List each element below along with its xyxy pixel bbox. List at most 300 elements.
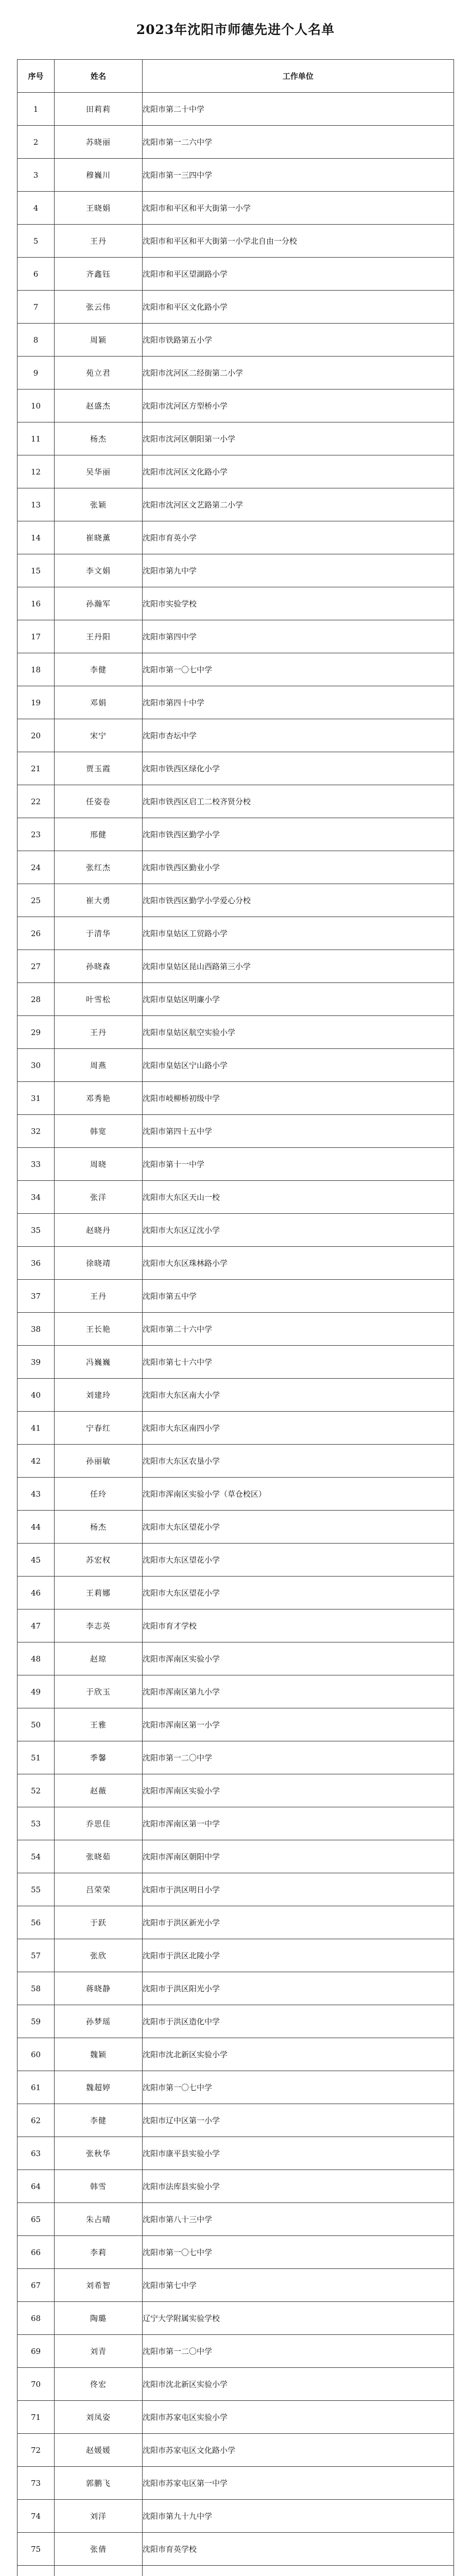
table-row <box>18 1972 454 2005</box>
work-unit: 沈阳市于洪区明日小学 <box>143 1873 454 1906</box>
row-number: 63 <box>18 2137 55 2170</box>
work-unit: 沈阳市皇姑区工贸路小学 <box>143 917 454 950</box>
person-name: 韩雪 <box>55 2170 143 2203</box>
person-name: 孙晓森 <box>55 950 143 983</box>
row-number: 35 <box>18 1214 55 1247</box>
row-number: 10 <box>18 389 55 422</box>
work-unit: 沈阳市和平区文化路小学 <box>143 291 454 324</box>
person-name: 吴华丽 <box>55 455 143 488</box>
person-name: 王莉娜 <box>55 1577 143 1609</box>
person-name: 徐晓靖 <box>55 1247 143 1280</box>
person-name: 张秋华 <box>55 2137 143 2170</box>
table-row <box>18 1478 454 1511</box>
work-unit: 沈阳市苏家屯区实验小学 <box>143 2401 454 2434</box>
table-row <box>18 455 454 488</box>
person-name: 朱占晴 <box>55 2203 143 2236</box>
person-name: 赵琼 <box>55 1642 143 1675</box>
row-number: 14 <box>18 521 55 554</box>
work-unit: 沈阳市第一二〇中学 <box>143 1741 454 1774</box>
person-name: 陶璐 <box>55 2302 143 2335</box>
work-unit: 沈阳市大东区望花小学 <box>143 1544 454 1577</box>
row-number: 74 <box>18 2500 55 2533</box>
row-number: 31 <box>18 1082 55 1115</box>
row-number: 33 <box>18 1148 55 1181</box>
row-number: 20 <box>18 719 55 752</box>
roster-table <box>17 59 454 2576</box>
table-row <box>18 1939 454 1972</box>
table-row <box>18 851 454 884</box>
person-name: 张颖 <box>55 488 143 521</box>
person-name: 任姿卷 <box>55 785 143 818</box>
row-number: 57 <box>18 1939 55 1972</box>
row-number: 48 <box>18 1642 55 1675</box>
person-name: 田莉莉 <box>55 93 143 126</box>
row-number: 42 <box>18 1445 55 1478</box>
row-number: 50 <box>18 1708 55 1741</box>
work-unit: 沈阳市和平区和平大街第一小学 <box>143 192 454 225</box>
table-row <box>18 1873 454 1906</box>
row-number: 71 <box>18 2401 55 2434</box>
row-number: 45 <box>18 1544 55 1577</box>
work-unit: 沈阳市于洪区造化中学 <box>143 2005 454 2038</box>
work-unit: 沈阳市铁西区绿化小学 <box>143 752 454 785</box>
work-unit: 沈阳市浑南区第一小学 <box>143 1708 454 1741</box>
table-row <box>18 1577 454 1609</box>
table-row <box>18 785 454 818</box>
table-row <box>18 983 454 1016</box>
table-row <box>18 1214 454 1247</box>
person-name: 李文娟 <box>55 554 143 587</box>
person-name: 周燕 <box>55 1049 143 1082</box>
row-number: 73 <box>18 2467 55 2500</box>
table-row <box>18 2005 454 2038</box>
person-name: 宁春红 <box>55 1412 143 1445</box>
row-number: 70 <box>18 2368 55 2401</box>
person-name: 王晓娟 <box>55 192 143 225</box>
work-unit: 沈阳市皇姑区航空实验小学 <box>143 1016 454 1049</box>
column-header-unit: 工作单位 <box>143 60 454 93</box>
table-row <box>18 1280 454 1313</box>
person-name: 周颖 <box>55 324 143 357</box>
work-unit: 沈阳市第二十六中学 <box>143 1313 454 1346</box>
table-row <box>18 2302 454 2335</box>
row-number: 9 <box>18 357 55 389</box>
person-name: 穆巍川 <box>55 159 143 192</box>
table-row <box>18 1346 454 1379</box>
row-number: 6 <box>18 258 55 291</box>
work-unit: 沈阳市第四十中学 <box>143 686 454 719</box>
work-unit: 沈阳市浑南区实验小学 <box>143 1774 454 1807</box>
work-unit: 沈阳市沈河区朝阳第一小学 <box>143 422 454 455</box>
work-unit: 沈阳市大东区望花小学 <box>143 1511 454 1544</box>
work-unit: 沈阳市第一〇七中学 <box>143 2071 454 2104</box>
person-name: 邢健 <box>55 818 143 851</box>
person-name: 王长艳 <box>55 1313 143 1346</box>
table-row <box>18 1774 454 1807</box>
table-row <box>18 422 454 455</box>
row-number: 17 <box>18 620 55 653</box>
person-name: 刘洋 <box>55 2500 143 2533</box>
person-name: 贾玉霞 <box>55 752 143 785</box>
table-row <box>18 1247 454 1280</box>
person-name: 郭鹏飞 <box>55 2467 143 2500</box>
person-name: 王丹 <box>55 225 143 258</box>
work-unit: 沈阳市杏坛中学 <box>143 719 454 752</box>
work-unit: 沈阳市第五中学 <box>143 1280 454 1313</box>
work-unit: 沈阳市和平区和平大街第一小学北自由一分校 <box>143 225 454 258</box>
table-row <box>18 554 454 587</box>
row-number: 34 <box>18 1181 55 1214</box>
row-number: 58 <box>18 1972 55 2005</box>
row-number: 53 <box>18 1807 55 1840</box>
work-unit: 沈阳市第九十九中学 <box>143 2500 454 2533</box>
table-row <box>18 1082 454 1115</box>
work-unit: 沈阳市实验学校 <box>143 587 454 620</box>
row-number: 55 <box>18 1873 55 1906</box>
work-unit: 沈阳市皇姑区宁山路小学 <box>143 1049 454 1082</box>
table-row <box>18 1511 454 1544</box>
person-name: 苏晓丽 <box>55 126 143 159</box>
person-name: 崔大勇 <box>55 884 143 917</box>
table-row <box>18 686 454 719</box>
work-unit: 沈阳市浑南区第一中学 <box>143 1807 454 1840</box>
row-number: 56 <box>18 1906 55 1939</box>
person-name: 杨杰 <box>55 1511 143 1544</box>
work-unit: 沈阳市第一二〇中学 <box>143 2335 454 2368</box>
person-name: 任玲 <box>55 1478 143 1511</box>
work-unit <box>143 2566 454 2576</box>
work-unit: 沈阳市育英小学 <box>143 521 454 554</box>
row-number: 15 <box>18 554 55 587</box>
work-unit: 沈阳市于洪区阳光小学 <box>143 1972 454 2005</box>
row-number: 2 <box>18 126 55 159</box>
table-row <box>18 2368 454 2401</box>
work-unit: 沈阳市大东区南大小学 <box>143 1379 454 1412</box>
table-row <box>18 884 454 917</box>
work-unit: 沈阳市第八十三中学 <box>143 2203 454 2236</box>
row-number: 19 <box>18 686 55 719</box>
table-body <box>18 93 454 2576</box>
table-row <box>18 1741 454 1774</box>
work-unit: 沈阳市铁路第五小学 <box>143 324 454 357</box>
table-row <box>18 2434 454 2467</box>
row-number: 65 <box>18 2203 55 2236</box>
row-number: 46 <box>18 1577 55 1609</box>
person-name: 于跃 <box>55 1906 143 1939</box>
row-number: 21 <box>18 752 55 785</box>
table-row <box>18 2467 454 2500</box>
table-row <box>18 126 454 159</box>
person-name: 张欣 <box>55 1939 143 1972</box>
row-number: 8 <box>18 324 55 357</box>
row-number: 29 <box>18 1016 55 1049</box>
person-name: 张云伟 <box>55 291 143 324</box>
person-name: 崔晓薰 <box>55 521 143 554</box>
row-number: 40 <box>18 1379 55 1412</box>
row-number: 18 <box>18 653 55 686</box>
person-name: 叶雪松 <box>55 983 143 1016</box>
row-number: 1 <box>18 93 55 126</box>
work-unit: 沈阳市浑南区实验小学 <box>143 1642 454 1675</box>
row-number: 27 <box>18 950 55 983</box>
row-number: 12 <box>18 455 55 488</box>
row-number: 30 <box>18 1049 55 1082</box>
work-unit: 沈阳市大东区南四小学 <box>143 1412 454 1445</box>
work-unit: 沈阳市沈河区文化路小学 <box>143 455 454 488</box>
work-unit: 沈阳市大东区珠林路小学 <box>143 1247 454 1280</box>
person-name: 于欣玉 <box>55 1675 143 1708</box>
row-number: 67 <box>18 2269 55 2302</box>
table-row <box>18 1675 454 1708</box>
person-name: 张红杰 <box>55 851 143 884</box>
table-row <box>18 291 454 324</box>
person-name: 刘青 <box>55 2335 143 2368</box>
work-unit: 沈阳市浑南区实验小学（草仓校区） <box>143 1478 454 1511</box>
person-name: 赵薇 <box>55 1774 143 1807</box>
work-unit: 沈阳市铁西区启工二校齐贤分校 <box>143 785 454 818</box>
table-row <box>18 2038 454 2071</box>
table-row <box>18 2566 454 2576</box>
work-unit: 沈阳市于洪区新光小学 <box>143 1906 454 1939</box>
work-unit: 沈阳市苏家屯区文化路小学 <box>143 2434 454 2467</box>
row-number: 23 <box>18 818 55 851</box>
row-number: 64 <box>18 2170 55 2203</box>
row-number: 4 <box>18 192 55 225</box>
work-unit: 沈阳市于洪区北陵小学 <box>143 1939 454 1972</box>
person-name: 刘希智 <box>55 2269 143 2302</box>
row-number: 11 <box>18 422 55 455</box>
table-row <box>18 258 454 291</box>
table-row <box>18 1016 454 1049</box>
table-row <box>18 1379 454 1412</box>
person-name: 邓秀艳 <box>55 1082 143 1115</box>
person-name: 季馨 <box>55 1741 143 1774</box>
row-number: 49 <box>18 1675 55 1708</box>
work-unit: 沈阳市第四十五中学 <box>143 1115 454 1148</box>
person-name: 杨杰 <box>55 422 143 455</box>
work-unit: 沈阳市沈河区方型桥小学 <box>143 389 454 422</box>
work-unit: 沈阳市铁西区勤学小学爱心分校 <box>143 884 454 917</box>
work-unit: 沈阳市皇姑区明廉小学 <box>143 983 454 1016</box>
work-unit: 沈阳市沈北新区实验小学 <box>143 2038 454 2071</box>
work-unit: 沈阳市和平区望湖路小学 <box>143 258 454 291</box>
table-row <box>18 159 454 192</box>
table-row <box>18 1049 454 1082</box>
person-name: 苏宏权 <box>55 1544 143 1577</box>
table-row <box>18 950 454 983</box>
row-number: 52 <box>18 1774 55 1807</box>
table-row <box>18 192 454 225</box>
table-row <box>18 2236 454 2269</box>
row-number: 43 <box>18 1478 55 1511</box>
table-row <box>18 1906 454 1939</box>
table-header-row <box>18 60 454 93</box>
row-number: 69 <box>18 2335 55 2368</box>
work-unit: 沈阳市第一三四中学 <box>143 159 454 192</box>
row-number: 5 <box>18 225 55 258</box>
row-number: 25 <box>18 884 55 917</box>
work-unit: 沈阳市第四中学 <box>143 620 454 653</box>
work-unit: 沈阳市铁西区勤学小学 <box>143 818 454 851</box>
table-row <box>18 1708 454 1741</box>
table-row <box>18 2335 454 2368</box>
table-row <box>18 1148 454 1181</box>
row-number: 28 <box>18 983 55 1016</box>
table-row <box>18 719 454 752</box>
column-header-name: 姓名 <box>55 60 143 93</box>
work-unit: 沈阳市第九中学 <box>143 554 454 587</box>
person-name: 苑立君 <box>55 357 143 389</box>
row-number: 7 <box>18 291 55 324</box>
work-unit: 沈阳市大东区辽沈小学 <box>143 1214 454 1247</box>
table-row <box>18 2533 454 2566</box>
table-row <box>18 2203 454 2236</box>
work-unit: 沈阳市第七十六中学 <box>143 1346 454 1379</box>
table-row <box>18 1412 454 1445</box>
table-row <box>18 620 454 653</box>
row-number: 59 <box>18 2005 55 2038</box>
table-row <box>18 653 454 686</box>
person-name: 张洋 <box>55 1181 143 1214</box>
person-name: 邓娟 <box>55 686 143 719</box>
row-number: 72 <box>18 2434 55 2467</box>
work-unit: 沈阳市育英学校 <box>143 2533 454 2566</box>
person-name <box>55 2566 143 2576</box>
person-name: 孙丽敏 <box>55 1445 143 1478</box>
work-unit: 沈阳市育才学校 <box>143 1609 454 1642</box>
row-number: 39 <box>18 1346 55 1379</box>
person-name: 王丹 <box>55 1280 143 1313</box>
table-row <box>18 225 454 258</box>
row-number: 54 <box>18 1840 55 1873</box>
table-row <box>18 357 454 389</box>
work-unit: 沈阳市沈河区文艺路第二小学 <box>143 488 454 521</box>
work-unit: 沈阳市铁西区勤业小学 <box>143 851 454 884</box>
person-name: 吕荣荣 <box>55 1873 143 1906</box>
row-number: 37 <box>18 1280 55 1313</box>
row-number: 26 <box>18 917 55 950</box>
person-name: 赵盛杰 <box>55 389 143 422</box>
person-name: 刘凤姿 <box>55 2401 143 2434</box>
work-unit: 沈阳市第七中学 <box>143 2269 454 2302</box>
row-number: 13 <box>18 488 55 521</box>
person-name: 李健 <box>55 653 143 686</box>
row-number: 62 <box>18 2104 55 2137</box>
work-unit: 沈阳市浑南区朝阳中学 <box>143 1840 454 1873</box>
person-name: 张晓茹 <box>55 1840 143 1873</box>
person-name: 齐鑫钰 <box>55 258 143 291</box>
row-number: 61 <box>18 2071 55 2104</box>
work-unit: 沈阳市第一二六中学 <box>143 126 454 159</box>
work-unit: 沈阳市岐柳桥初级中学 <box>143 1082 454 1115</box>
person-name: 赵媛媛 <box>55 2434 143 2467</box>
table-row <box>18 1313 454 1346</box>
table-row <box>18 1642 454 1675</box>
work-unit: 沈阳市辽中区第一小学 <box>143 2104 454 2137</box>
person-name: 韩宽 <box>55 1115 143 1148</box>
row-number: 47 <box>18 1609 55 1642</box>
work-unit: 辽宁大学附属实验学校 <box>143 2302 454 2335</box>
row-number: 3 <box>18 159 55 192</box>
document-title: 2023年沈阳市师德先进个人名单 <box>136 22 335 37</box>
person-name: 张倩 <box>55 2533 143 2566</box>
person-name: 周晓 <box>55 1148 143 1181</box>
row-number: 24 <box>18 851 55 884</box>
row-number: 66 <box>18 2236 55 2269</box>
person-name: 佟宏 <box>55 2368 143 2401</box>
person-name: 李健 <box>55 2104 143 2137</box>
table-row <box>18 2137 454 2170</box>
work-unit: 沈阳市第一〇七中学 <box>143 2236 454 2269</box>
table-row <box>18 2269 454 2302</box>
table-row <box>18 2071 454 2104</box>
table-row <box>18 917 454 950</box>
work-unit: 沈阳市第一〇七中学 <box>143 653 454 686</box>
work-unit: 沈阳市皇姑区昆山西路第三小学 <box>143 950 454 983</box>
row-number: 16 <box>18 587 55 620</box>
person-name: 魏超婷 <box>55 2071 143 2104</box>
row-number: 32 <box>18 1115 55 1148</box>
table-row <box>18 1181 454 1214</box>
person-name: 孙梦瑶 <box>55 2005 143 2038</box>
row-number: 51 <box>18 1741 55 1774</box>
person-name: 李莉 <box>55 2236 143 2269</box>
table-row <box>18 2401 454 2434</box>
table-row <box>18 93 454 126</box>
table-row <box>18 2104 454 2137</box>
work-unit: 沈阳市第二十中学 <box>143 93 454 126</box>
person-name: 魏颖 <box>55 2038 143 2071</box>
table-row <box>18 1115 454 1148</box>
table-row <box>18 324 454 357</box>
person-name: 王丹阳 <box>55 620 143 653</box>
row-number <box>18 2566 55 2576</box>
person-name: 于清华 <box>55 917 143 950</box>
column-header-no: 序号 <box>18 60 55 93</box>
row-number: 68 <box>18 2302 55 2335</box>
table-row <box>18 2170 454 2203</box>
person-name: 李志英 <box>55 1609 143 1642</box>
work-unit: 沈阳市苏家屯区第一中学 <box>143 2467 454 2500</box>
row-number: 75 <box>18 2533 55 2566</box>
table-row <box>18 1544 454 1577</box>
person-name: 蒋晓静 <box>55 1972 143 2005</box>
row-number: 41 <box>18 1412 55 1445</box>
table-row <box>18 1445 454 1478</box>
person-name: 冯巍巍 <box>55 1346 143 1379</box>
table-row <box>18 752 454 785</box>
row-number: 44 <box>18 1511 55 1544</box>
person-name: 王雅 <box>55 1708 143 1741</box>
person-name: 刘建玲 <box>55 1379 143 1412</box>
row-number: 38 <box>18 1313 55 1346</box>
work-unit: 沈阳市大东区农垦小学 <box>143 1445 454 1478</box>
table-row <box>18 2500 454 2533</box>
table-row <box>18 1807 454 1840</box>
table-row <box>18 1609 454 1642</box>
work-unit: 沈阳市大东区天山一校 <box>143 1181 454 1214</box>
person-name: 赵晓丹 <box>55 1214 143 1247</box>
work-unit: 沈阳市沈河区二经街第二小学 <box>143 357 454 389</box>
table-row <box>18 587 454 620</box>
person-name: 宋宁 <box>55 719 143 752</box>
table-row <box>18 521 454 554</box>
work-unit: 沈阳市法库县实验小学 <box>143 2170 454 2203</box>
work-unit: 沈阳市第十一中学 <box>143 1148 454 1181</box>
person-name: 王丹 <box>55 1016 143 1049</box>
table-row <box>18 488 454 521</box>
person-name: 孙瀚军 <box>55 587 143 620</box>
